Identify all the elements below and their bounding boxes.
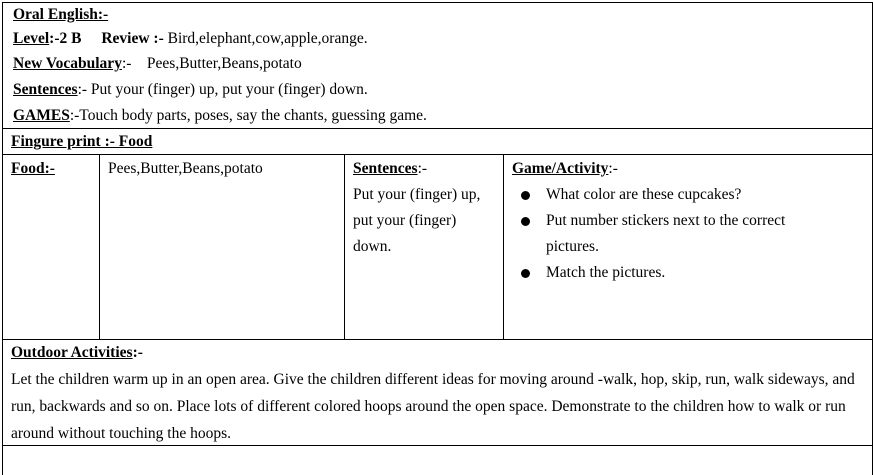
- games-value: :-Touch body parts, poses, say the chants, guessing game.: [69, 107, 427, 124]
- outdoor-title-suffix: :-: [132, 344, 143, 361]
- grid-sentence-line: down.: [353, 238, 392, 255]
- grid-divider-3: [503, 155, 504, 339]
- sentences-label: Sentences: [13, 81, 78, 98]
- grid-sentences-suffix: :-: [417, 160, 428, 177]
- new-vocabulary-label: New Vocabulary: [13, 55, 122, 72]
- level-value: :-2 B: [49, 30, 82, 47]
- bullet-icon: [521, 269, 530, 278]
- fingerprint-title: Fingure print :- Food: [11, 133, 153, 150]
- grid-sentences-label: Sentences: [353, 160, 418, 177]
- outdoor-paragraph: Let the children warm up in an open area. Give the children different ideas for moving around -walk, hop, skip, run, walk sideways, and run, backwards and so on. Place lots of different colored hoops around the open space. Demonstrate to the children how to walk or run around without touching the hoops.: [11, 371, 855, 442]
- list-item-text: Put number stickers next to the correct: [546, 212, 786, 229]
- food-grid: [2, 154, 873, 340]
- game-activity-suffix: :-: [608, 160, 618, 177]
- list-item: [512, 182, 867, 208]
- games-line: [13, 106, 427, 126]
- sentences-value: :- Put your (finger) up, put your (finger) down.: [77, 81, 368, 98]
- bullet-icon: [521, 191, 530, 200]
- new-vocabulary-value: :- Pees,Butter,Beans,potato: [121, 55, 302, 72]
- outdoor-activities-section: [2, 339, 873, 446]
- level-review-line: [13, 29, 368, 49]
- sentences-line: [13, 80, 368, 100]
- game-activity-cell: [512, 156, 867, 286]
- new-vocabulary-line: [13, 54, 302, 74]
- game-activity-label: Game/Activity: [512, 160, 609, 177]
- oral-english-title: Oral English:-: [13, 6, 109, 23]
- review-label: Review :-: [101, 30, 164, 47]
- fingerprint-section: [2, 128, 873, 155]
- grid-sentence-line: Put your (finger) up,: [353, 186, 481, 203]
- bullet-icon: [521, 217, 530, 226]
- list-item: [512, 208, 867, 260]
- level-label: Level: [13, 30, 50, 47]
- grid-divider-2: [344, 155, 345, 339]
- grid-divider-1: [99, 155, 100, 339]
- review-value: Bird,elephant,cow,apple,orange.: [163, 30, 368, 47]
- food-label: Food:-: [11, 160, 55, 177]
- list-item: [512, 260, 867, 286]
- grid-sentence-line: put your (finger): [353, 212, 457, 229]
- grid-sentences-cell: [353, 156, 480, 260]
- list-item-text-continued: pictures.: [546, 238, 599, 255]
- list-item-text: What color are these cupcakes?: [546, 186, 742, 203]
- outdoor-title: Outdoor Activities: [11, 344, 133, 361]
- food-items: Pees,Butter,Beans,potato: [108, 160, 263, 177]
- oral-english-section: [2, 2, 873, 129]
- list-item-text: Match the pictures.: [546, 264, 666, 281]
- games-label: GAMES: [13, 107, 70, 124]
- outdoor-title-line: [11, 343, 143, 363]
- game-activity-list: [512, 182, 867, 286]
